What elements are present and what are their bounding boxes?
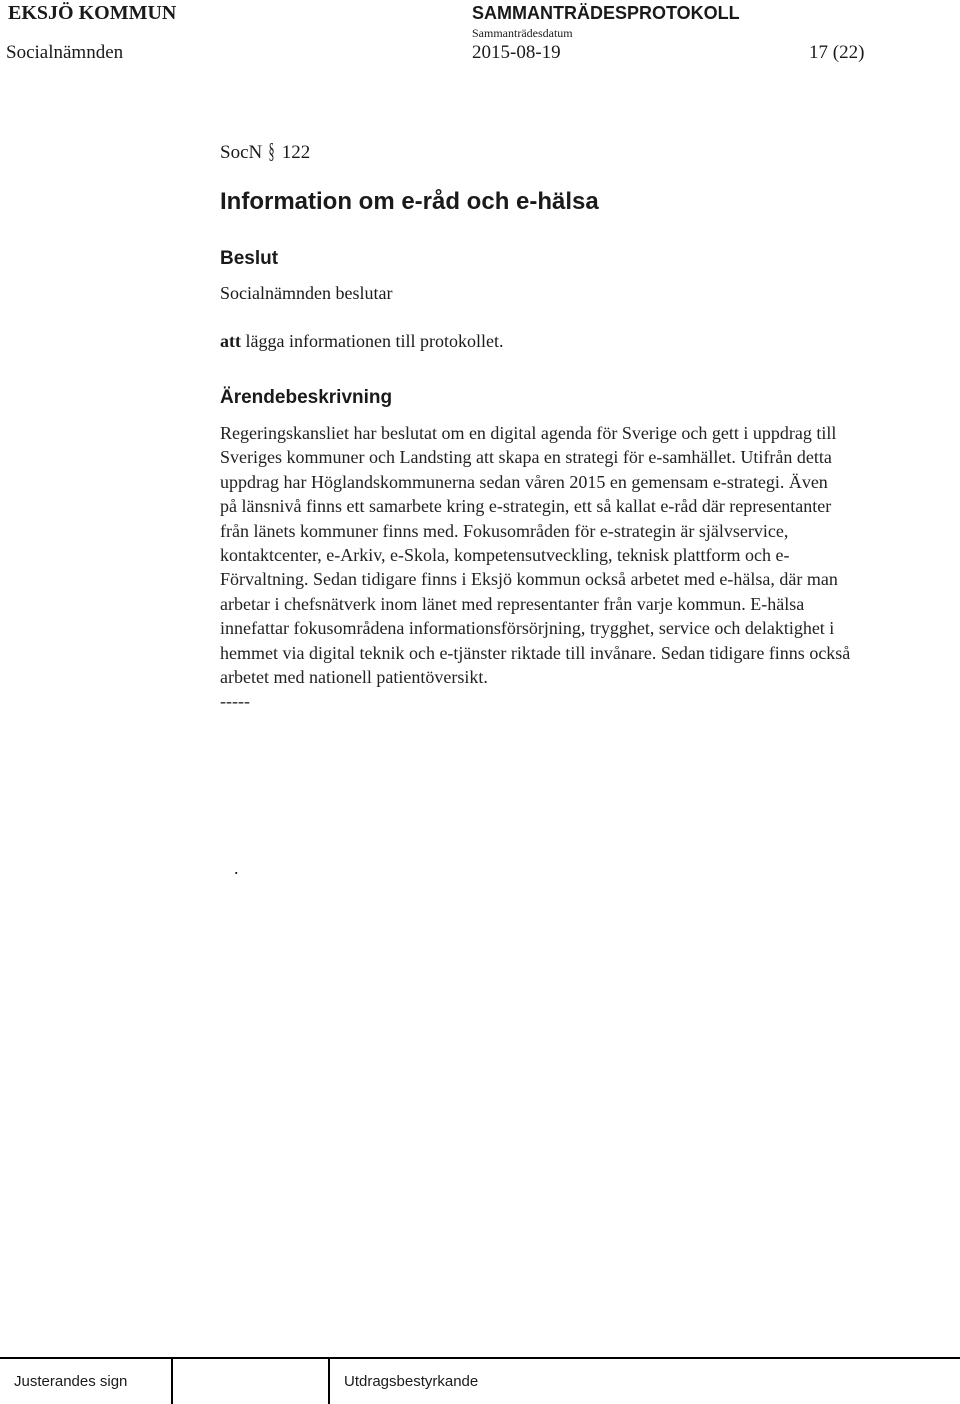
description-line: från länets kommuner finns med. Fokusområden för e-strategin är självservice, [220,520,789,541]
description-heading: Ärendebeskrivning [220,387,393,408]
paragraph-sign: § [268,138,275,163]
extract-certification-field [330,1359,960,1404]
decision-heading: Beslut [220,248,279,269]
extract-certification-label: Utdragsbestyrkande [344,1373,479,1390]
description-line: Sveriges kommuner och Landsting att skapa en strategi för e-samhället. Utifrån detta [220,447,832,468]
description-line: arbetar i chefsnätverk inom länet med representanter från varje kommun. E-hälsa [220,593,805,614]
description-line: på länsnivå finns ett samarbete kring e-strategin, ett så kallat e-råd där representanter [220,496,832,517]
description-body [220,421,940,714]
committee-name: Socialnämnden [6,42,124,63]
decision-statement: lägga informationen till protokollet. [241,331,504,351]
page-title: Information om e-råd och e-hälsa [220,188,599,215]
page-number: 17 (22) [809,42,865,63]
adjuster-sign-label: Justerandes sign [14,1373,128,1390]
meeting-date: 2015-08-19 [472,42,561,63]
description-line: arbetet med nationell patientöversikt. [220,667,488,688]
meeting-date-caption: Sammanträdesdatum [472,26,573,40]
decision-text [220,331,503,352]
signature-footer [0,1357,960,1404]
description-line: innefattar fokusområdena informationsförsörjning, trygghet, service och delaktighet i [220,618,835,639]
decision-keyword: att [220,331,241,351]
description-line: Förvaltning. Sedan tidigare finns i Eksjö kommun också arbetet med e-hälsa, där man [220,569,838,590]
paragraph-reference [220,138,310,164]
description-line: Regeringskansliet har beslutat om en digital agenda för Sverige och gett i uppdrag till [220,423,837,443]
end-mark: . [234,858,239,878]
description-line: hemmet via digital teknik och e-tjänster riktade till invånare. Sedan tidigare finns också [220,642,851,663]
section-separator: ----- [220,691,250,712]
paragraph-prefix: SocN [220,142,263,163]
description-line: uppdrag har Höglandskommunerna sedan våren 2015 en gemensam e-strategi. Även [220,471,828,492]
signature-field [173,1359,330,1404]
adjuster-sign-field [0,1359,173,1404]
paragraph-number: 122 [281,142,311,163]
document-type: SAMMANTRÄDESPROTOKOLL [472,3,740,23]
organization-name: EKSJÖ KOMMUN [8,2,177,24]
decision-intro: Socialnämnden beslutar [220,283,393,303]
description-line: kontaktcenter, e-Arkiv, e-Skola, kompetensutveckling, teknisk plattform och e- [220,545,790,566]
